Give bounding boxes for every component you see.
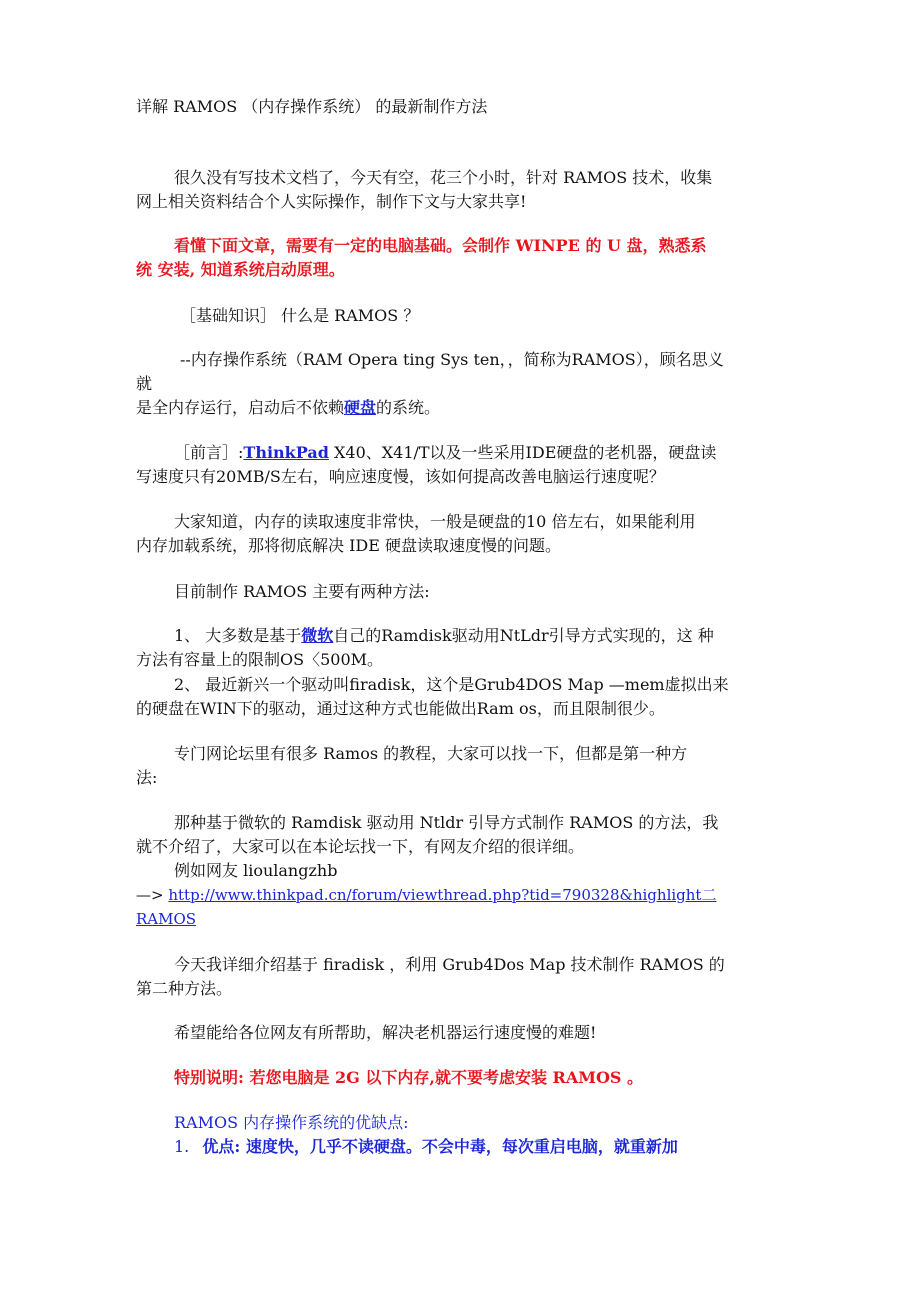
- method1-text-post: 自己的Ramdisk驱动用NtLdr引导方式实现的，这 种: [333, 626, 714, 645]
- special-note: 特别说明: 若您电脑是 2G 以下内存,就不要考虑安装 RAMOS 。: [174, 1068, 644, 1087]
- hope-line: 希望能给各位网友有所帮助，解决老机器运行速度慢的难题!: [174, 1023, 597, 1042]
- thinkpad-link[interactable]: ThinkPad: [243, 443, 329, 462]
- preface-line-1: [174, 441, 716, 465]
- ntldr-line-1: 那种基于微软的 Ramdisk 驱动用 Ntldr 引导方式制作 RAMOS 的方法，我: [174, 813, 719, 832]
- today-line-2: 第二种方法。: [136, 979, 233, 998]
- ntldr-line-2: 就不介绍了，大家可以在本论坛找一下，有网友介绍的很详细。: [136, 837, 585, 856]
- warning-line-1: 看懂下面文章，需要有一定的电脑基础。会制作 WINPE 的 U 盘，熟悉系: [174, 236, 707, 255]
- method1-line-2: 方法有容量上的限制OS〈500M。: [136, 650, 384, 669]
- methods-intro: 目前制作 RAMOS 主要有两种方法:: [174, 582, 430, 601]
- thinkpad-forum-url-link[interactable]: http://www.thinkpad.cn/forum/viewthread.php?tid=790328&highlight二: [168, 886, 717, 904]
- memory-line-2: 内存加载系统，那将彻底解决 IDE 硬盘读取速度慢的问题。: [136, 536, 562, 555]
- method2-line-1: 2、 最近新兴一个驱动叫firadisk，这个是Grub4DOS Map —mem虚拟出来: [174, 675, 729, 694]
- pros-item-1: [174, 1135, 678, 1159]
- preface-line-2: 写速度只有20MB/S左右，响应速度慢，该如何提高改善电脑运行速度呢？: [136, 467, 665, 486]
- intro-line-2: 网上相关资料结合个人实际操作，制作下文与大家共享!: [136, 192, 527, 211]
- intro-line-1: 很久没有写技术文档了，今天有空，花三个小时，针对 RAMOS 技术，收集: [174, 168, 713, 187]
- preface-label: ［前言］:: [174, 443, 244, 462]
- basics-heading: ［基础知识］ 什么是 RAMOS ？: [180, 306, 420, 325]
- definition-text-post: 的系统。: [376, 398, 441, 417]
- pros-heading: RAMOS 内存操作系统的优缺点:: [174, 1113, 409, 1132]
- definition-line-2: 就: [136, 374, 153, 393]
- microsoft-link[interactable]: 微软: [301, 626, 334, 645]
- definition-line-3: [136, 396, 440, 420]
- definition-line-1: --内存操作系统（RAM Opera ting Sys ten，，简称为RAMOS），顾名思义: [180, 350, 724, 369]
- forum-line-2: 法:: [136, 768, 158, 787]
- pros-item-number: 1.: [174, 1137, 190, 1156]
- thinkpad-forum-url-link-cont[interactable]: RAMOS: [136, 910, 197, 928]
- definition-text-pre: 是全内存运行，启动后不依赖: [136, 398, 345, 417]
- forum-line-1: 专门网论坛里有很多 Ramos 的教程，大家可以找一下，但都是第一种方: [174, 744, 688, 763]
- ntldr-line-5: [136, 907, 196, 931]
- ntldr-line-3: 例如网友 lioulangzhb: [174, 861, 338, 880]
- method1-line-1: [174, 624, 714, 648]
- pros-item-text: 优点: 速度快，几乎不读硬盘。不会中毒，每次重启电脑，就重新加: [202, 1137, 678, 1156]
- preface-text: X40、X41/T以及一些采用IDE硬盘的老机器，硬盘读: [328, 443, 717, 462]
- warning-line-2: 统 安装, 知道系统启动原理。: [136, 260, 345, 279]
- hard-disk-link[interactable]: 硬盘: [344, 398, 377, 417]
- ntldr-line-4: [136, 883, 716, 907]
- document-title: 详解 RAMOS （内存操作系统） 的最新制作方法: [136, 97, 488, 116]
- method2-line-2: 的硬盘在WIN下的驱动，通过这种方式也能做出Ram os，而且限制很少。: [136, 699, 665, 718]
- arrow-text: —>: [136, 886, 164, 904]
- memory-line-1: 大家知道，内存的读取速度非常快，一般是硬盘的10 倍左右，如果能利用: [174, 512, 696, 531]
- method1-text-pre: 1、 大多数是基于: [174, 626, 302, 645]
- today-line-1: 今天我详细介绍基于 firadisk ，利用 Grub4Dos Map 技术制作 RAMOS 的: [174, 955, 725, 974]
